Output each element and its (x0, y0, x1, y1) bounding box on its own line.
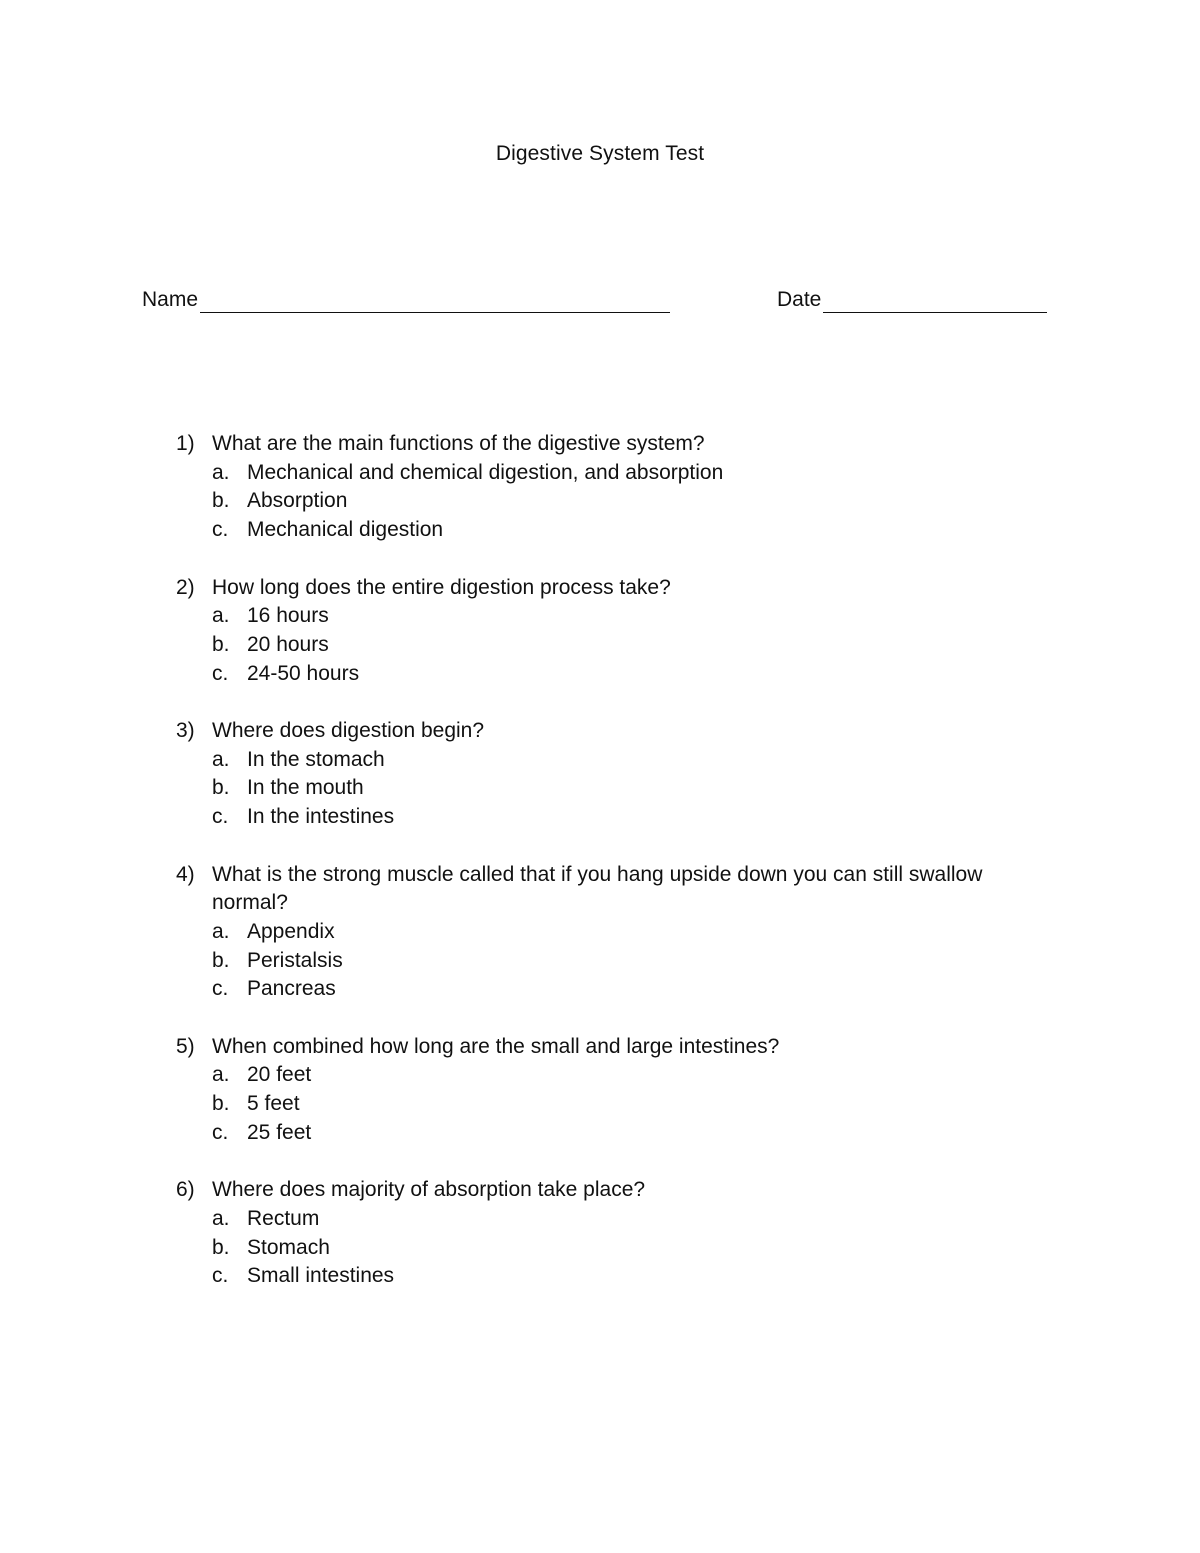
question-3 (176, 717, 1056, 832)
answer-option (212, 746, 1056, 775)
question-number: 3) (176, 719, 195, 742)
answer-option (212, 975, 1056, 1004)
answer-options (212, 459, 1056, 545)
option-text: Small intestines (247, 1264, 395, 1288)
option-text: Rectum (247, 1206, 320, 1230)
answer-option (212, 774, 1056, 803)
option-text: 20 feet (247, 1063, 312, 1087)
option-text: 24-50 hours (247, 661, 360, 685)
option-letter: c. (212, 1120, 229, 1144)
option-letter: a. (212, 919, 230, 943)
answer-option (212, 516, 1056, 545)
answer-options (212, 1061, 1056, 1147)
option-letter: a. (212, 1206, 230, 1230)
option-text: In the intestines (247, 805, 395, 829)
question-number: 1) (176, 432, 195, 455)
question-number: 6) (176, 1178, 195, 1202)
question-text: Where does majority of absorption take place? (212, 1178, 646, 1202)
name-field-line[interactable] (200, 312, 670, 313)
answer-option (212, 803, 1056, 832)
answer-option (212, 947, 1056, 976)
answer-option (212, 1119, 1056, 1148)
option-letter: a. (212, 1063, 230, 1087)
question-line (176, 574, 1056, 603)
option-letter: b. (212, 1092, 230, 1116)
answer-options (212, 918, 1056, 1004)
question-line (176, 1176, 1056, 1205)
question-line (176, 1033, 1056, 1062)
option-letter: b. (212, 1235, 230, 1259)
option-letter: a. (212, 604, 230, 628)
question-line (176, 717, 1056, 746)
option-text: In the stomach (247, 747, 385, 771)
question-number: 4) (176, 862, 195, 886)
answer-options (212, 746, 1056, 832)
question-text: When combined how long are the small and large intestines? (212, 1034, 780, 1058)
answer-option (212, 631, 1056, 660)
question-number: 2) (176, 575, 195, 599)
answer-options (212, 602, 1056, 688)
question-1 (176, 430, 1056, 545)
answer-option (212, 487, 1056, 516)
date-field-line[interactable] (823, 312, 1047, 313)
answer-option (212, 459, 1056, 488)
question-text: What is the strong muscle called that if you hang upside down you can still swallow normal? (212, 862, 983, 915)
page-title: Digestive System Test (495, 142, 705, 165)
option-text: 20 hours (247, 632, 329, 656)
option-letter: c. (212, 661, 229, 685)
option-text: Peristalsis (247, 948, 343, 972)
option-letter: a. (212, 747, 230, 771)
answer-option (212, 1090, 1056, 1119)
option-text: Appendix (247, 919, 335, 943)
answer-option (212, 660, 1056, 689)
option-letter: c. (212, 1264, 229, 1288)
date-label: Date (777, 288, 822, 311)
question-6 (176, 1176, 1056, 1291)
answer-option (212, 918, 1056, 947)
option-letter: c. (212, 805, 229, 829)
question-text: What are the main functions of the digestive system? (212, 432, 705, 455)
question-text: Where does digestion begin? (212, 719, 485, 742)
option-text: Mechanical and chemical digestion, and absorption (247, 460, 724, 484)
option-letter: b. (212, 776, 230, 800)
question-line (176, 861, 1056, 918)
option-text: 25 feet (247, 1120, 312, 1144)
answer-option (212, 1061, 1056, 1090)
option-text: 16 hours (247, 604, 329, 628)
question-text: How long does the entire digestion process take? (212, 575, 671, 599)
option-text: Absorption (247, 489, 348, 513)
option-letter: b. (212, 948, 230, 972)
answer-option (212, 1234, 1056, 1263)
question-5 (176, 1033, 1056, 1148)
answer-option (212, 1262, 1056, 1291)
option-text: In the mouth (247, 776, 364, 800)
option-text: Pancreas (247, 977, 336, 1001)
answer-option (212, 602, 1056, 631)
option-letter: c. (212, 977, 229, 1001)
option-text: Stomach (247, 1235, 330, 1259)
name-label: Name (142, 288, 199, 311)
option-text: 5 feet (247, 1092, 300, 1116)
name-date-row (142, 288, 1052, 318)
question-2 (176, 574, 1056, 689)
option-text: Mechanical digestion (247, 518, 444, 542)
question-list (176, 430, 1056, 1320)
question-number: 5) (176, 1034, 195, 1058)
option-letter: a. (212, 460, 230, 484)
answer-option (212, 1205, 1056, 1234)
question-4 (176, 861, 1056, 1005)
option-letter: c. (212, 518, 229, 542)
option-letter: b. (212, 632, 230, 656)
answer-options (212, 1205, 1056, 1291)
option-letter: b. (212, 489, 230, 513)
question-line (176, 430, 1056, 459)
